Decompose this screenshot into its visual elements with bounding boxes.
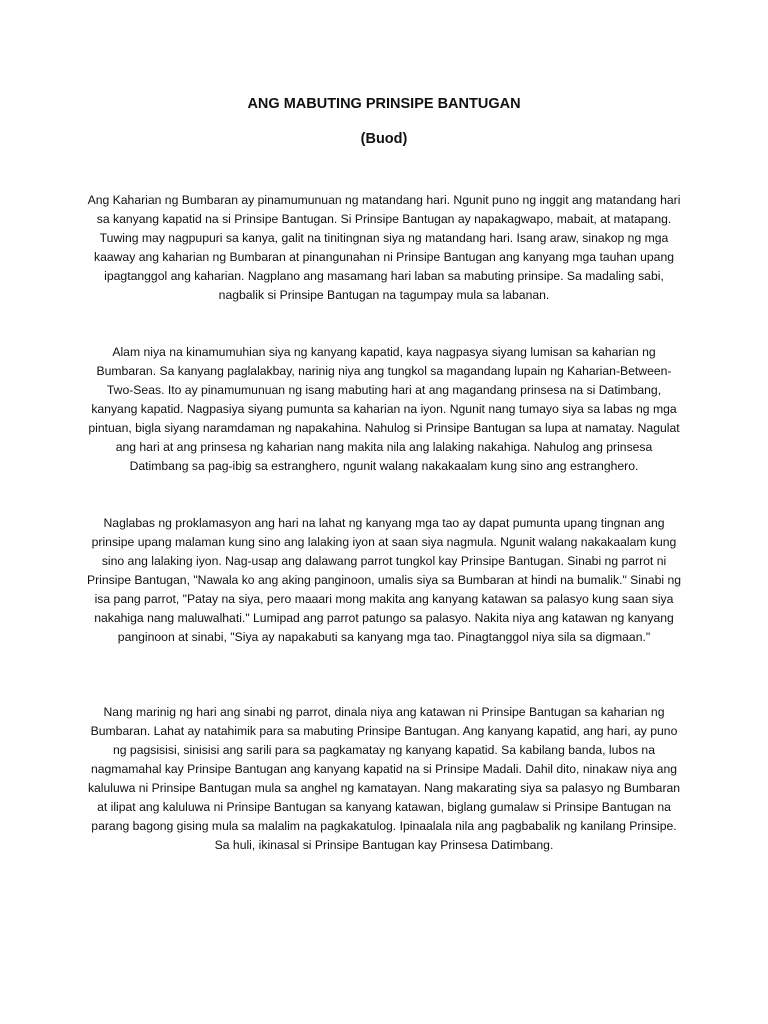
paragraph-3: Naglabas ng proklamasyon ang hari na lahat ng kanyang mga tao ay dapat pumunta upang tingnan ang prinsipe upang malaman kung sino ang lalaking iyon at saan siya nagmula. Ngunit walang nakakaalam kung sino ang lalaking iyon. Nag-usap ang dalawang parrot tungkol kay Prinsipe Bantugan. Sinabi ng parrot ni Prinsipe Bantugan, "Nawala ko ang aking panginoon, umalis siya sa Bumbaran at hindi na bumalik." Sinabi ng isa pang parrot, "Patay na siya, pero maaari mong makita ang kanyang katawan sa palasyo kung saan siya nakahiga nang maluwalhati." Lumipad ang parrot patungo sa palasyo. Nakita niya ang katawan ng kanyang panginoon at sinabi, "Siya ay napakabuti sa kanyang mga tao. Pinagtanggol niya sila sa digmaan." bbox=[86, 516, 681, 644]
paragraph-1: Ang Kaharian ng Bumbaran ay pinamumunuan ng matandang hari. Ngunit puno ng inggit ang matandang hari sa kanyang kapatid na si Prinsipe Bantugan. Si Prinsipe Bantugan ay napakagwapo, mabait, at matapang. Tuwing may nagpupuri sa kanya, galit na tinitingnan siya ng matandang hari. Isang araw, sinakop ng mga kaaway ang kaharian ng Bumbaran at pinangunahan ni Prinsipe Bantugan ang kanyang mga tauhan upang ipagtanggol ang kaharian. Nagplano ang masamang hari laban sa mabuting prinsipe. Sa madaling sabi, nagbalik si Prinsipe Bantugan na tagumpay mula sa labanan. bbox=[87, 193, 681, 302]
document-subtitle: (Buod) bbox=[360, 131, 408, 147]
document-title: ANG MABUTING PRINSIPE BANTUGAN bbox=[247, 96, 521, 112]
paragraph-2: Alam niya na kinamumuhian siya ng kanyang kapatid, kaya nagpasya siyang lumisan sa kaharian ng Bumbaran. Sa kanyang paglalakbay, narinig niya ang tungkol sa magandang lupain ng Kaharian-Between-Two-Seas. Ito ay pinamumunuan ng isang mabuting hari at ang magandang prinsesa na si Datimbang, kanyang kapatid. Nagpasiya siyang pumunta sa kaharian na iyon. Ngunit nang tumayo siya sa labas ng mga pintuan, bigla siyang naramdaman ng napakahina. Nahulog si Prinsipe Bantugan sa lupa at namatay. Nagulat ang hari at ang prinsesa ng kaharian nang makita nila ang lalaking nakahiga. Nahulog ang prinsesa Datimbang sa pag-ibig sa estranghero, ngunit walang nakakaalam kung sino ang estranghero. bbox=[88, 345, 680, 473]
paragraph-4: Nang marinig ng hari ang sinabi ng parrot, dinala niya ang katawan ni Prinsipe Bantugan sa kaharian ng Bumbaran. Lahat ay natahimik para sa mabuting Prinsipe Bantugan. Ang kanyang kapatid, ang hari, ay puno ng pagsisisi, sinisisi ang sarili para sa pagkamatay ng kanyang kapatid. Sa kabilang banda, lubos na nagmamahal kay Prinsipe Bantugan ang kanyang kapatid na si Prinsipe Madali. Dahil dito, ninakaw niya ang kaluluwa ni Prinsipe Bantugan mula sa anghel ng kamatayan. Nang makarating siya sa palasyo ng Bumbaran at ilipat ang kaluluwa ni Prinsipe Bantugan sa kanyang katawan, biglang gumalaw si Prinsipe Bantugan na parang bagong gising mula sa malalim na pagkakatulog. Ipinaalala nila ang pagbabalik ng kanilang Prinsipe. Sa huli, ikinasal si Prinsipe Bantugan kay Prinsesa Datimbang. bbox=[87, 705, 681, 852]
